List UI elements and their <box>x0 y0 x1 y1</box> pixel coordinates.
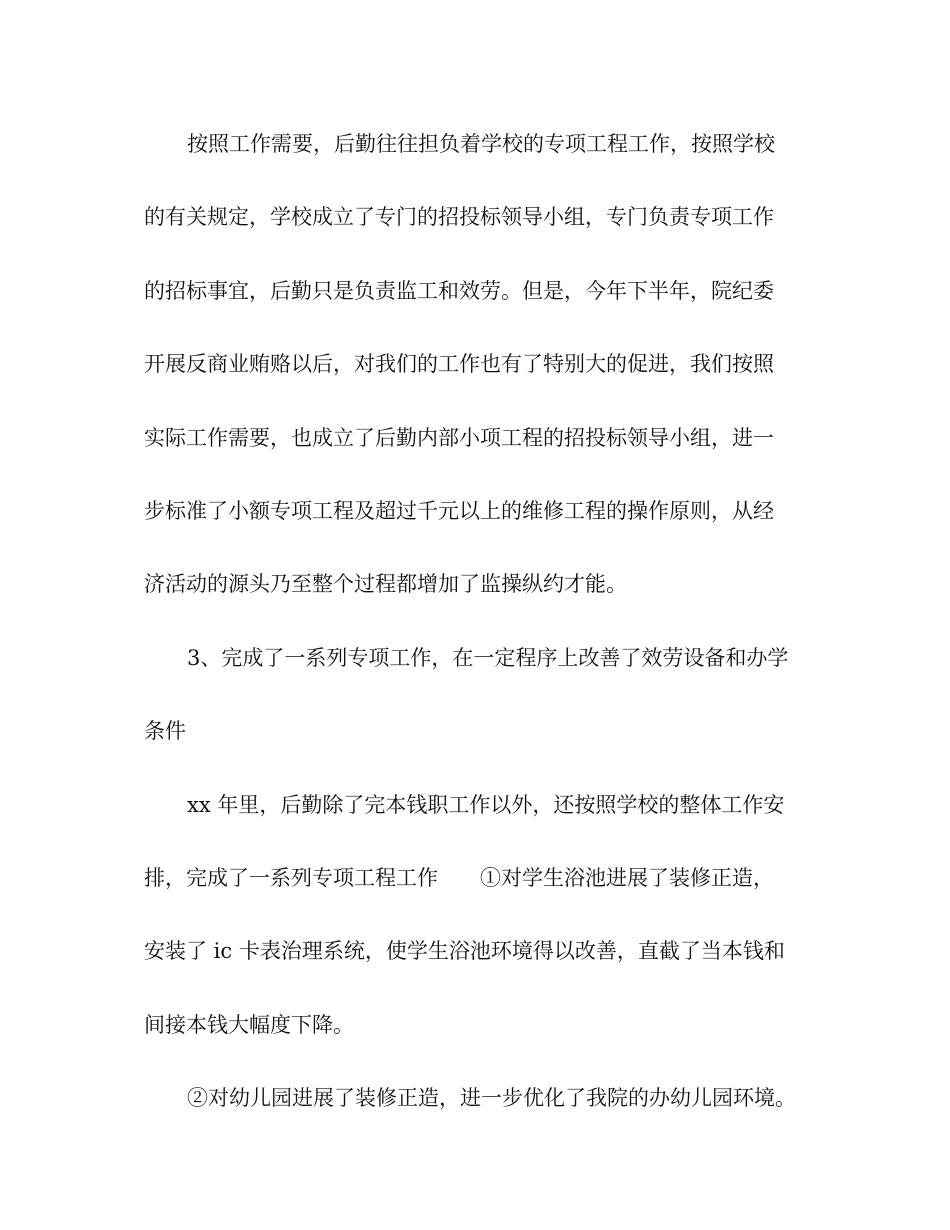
text-line: 的招标事宜，后勤只是负责监工和效劳。但是，今年下半年，院纪委 <box>144 278 774 303</box>
text-line: 排，完成了一系列专项工程工作 ①对学生浴池进展了装修正造， <box>144 865 774 890</box>
section-heading: 3、完成了一系列专项工作，在一定程序上改善了效劳设备和办学 <box>187 645 789 670</box>
text-line: 间接本钱大幅度下降。 <box>144 1012 354 1037</box>
text-line: 开展反商业贿赂以后，对我们的工作也有了特别大的促进，我们按照 <box>144 352 774 377</box>
text-line: 步标准了小额专项工程及超过千元以上的维修工程的操作原则，从经 <box>144 498 774 523</box>
document-body <box>144 120 816 1147</box>
text-line: 实际工作需要，也成立了后勤内部小项工程的招投标领导小组，进一 <box>144 425 774 450</box>
text-line: xx 年里，后勤除了完本钱职工作以外，还按照学校的整体工作安 <box>187 792 785 817</box>
text-line: ②对幼儿园进展了装修正造，进一步优化了我院的办幼儿园环境。 <box>187 1086 796 1111</box>
text-line: 按照工作需要，后勤往往担负着学校的专项工程工作，按照学校 <box>187 132 775 156</box>
text-line: 的有关规定，学校成立了专门的招投标领导小组，专门负责专项工作 <box>144 205 774 230</box>
text-line: 安装了 ic 卡表治理系统，使学生浴池环境得以改善，直截了当本钱和 <box>144 939 785 964</box>
section-heading-continued: 条件 <box>144 719 186 744</box>
text-line: 济活动的源头乃至整个过程都增加了监操纵约才能。 <box>144 572 627 597</box>
